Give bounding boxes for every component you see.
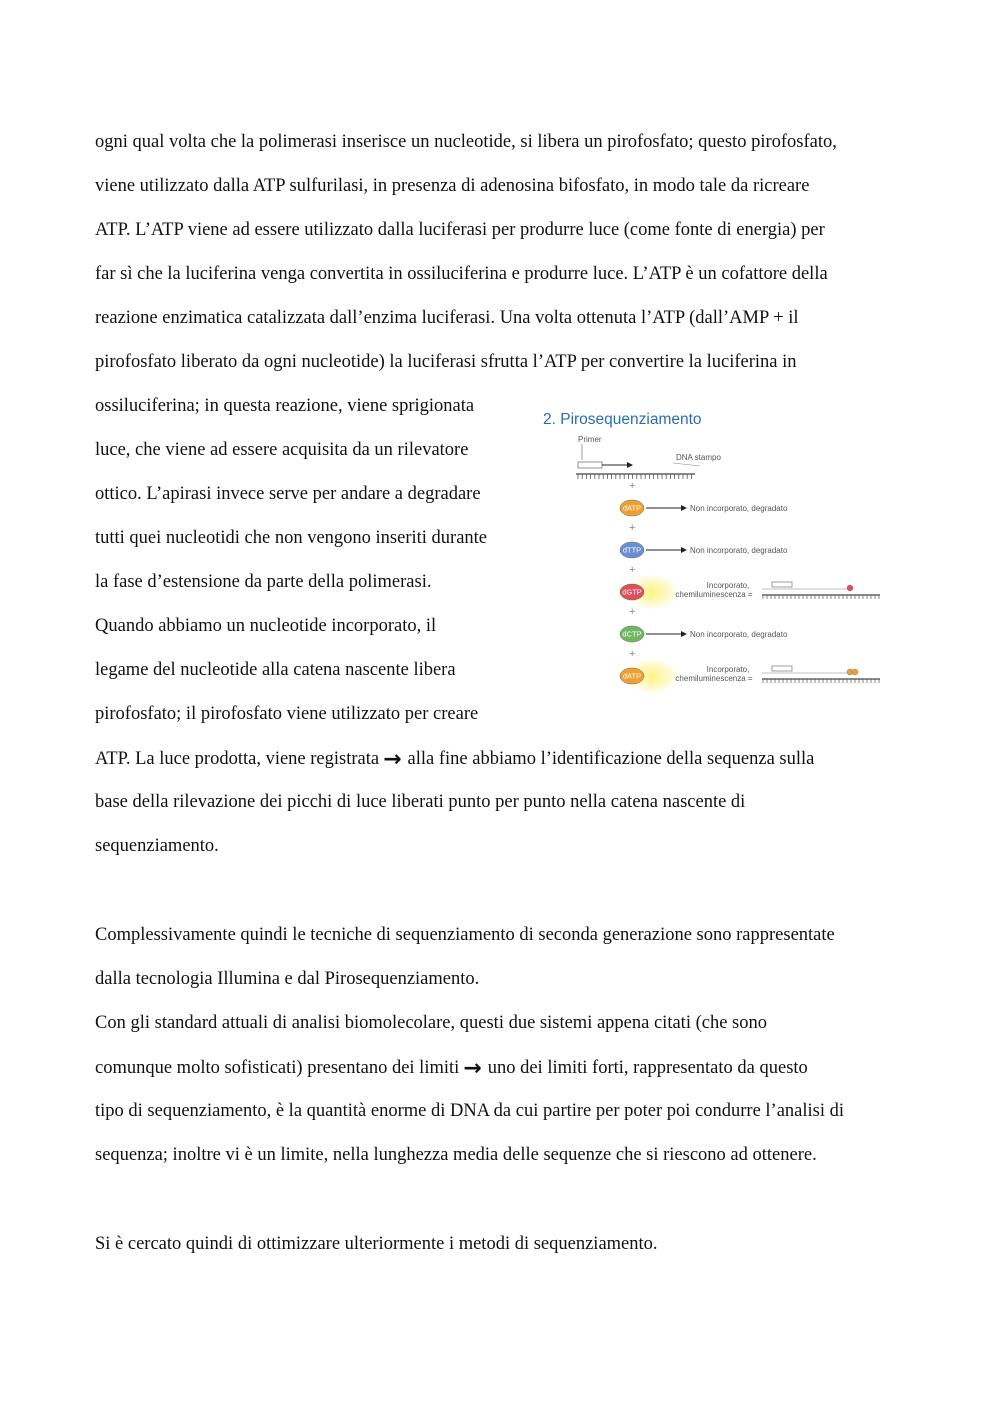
text-line: Quando abbiamo un nucleotide incorporato, il <box>95 616 437 636</box>
step-result: chemiluminescenza = <box>675 674 753 683</box>
plus-sign: + <box>629 606 636 618</box>
pyrosequencing-figure <box>540 404 900 704</box>
arrow-right-icon: → <box>463 1056 482 1081</box>
text-segment: alla fine abbiamo l’identificazione della sequenza sulla <box>407 749 815 769</box>
nucleotide-label: dATP <box>622 671 642 681</box>
step-result: Incorporato, <box>706 581 750 590</box>
text-segment: uno dei limiti forti, rappresentato da questo <box>487 1058 808 1078</box>
primer-box <box>772 666 792 671</box>
text-line: Si è cercato quindi di ottimizzare ulteriormente i metodi di sequenziamento. <box>95 1234 658 1254</box>
text-line: tutti quei nucleotidi che non vengono inseriti durante <box>95 528 488 548</box>
text-line: ottico. L’apirasi invece serve per andare a degradare <box>95 484 481 504</box>
text-line: far sì che la luciferina venga convertita in ossiluciferina e produrre luce. L’ATP è un cofattore della <box>95 264 828 284</box>
text-line: Complessivamente quindi le tecniche di sequenziamento di seconda generazione sono rappresentate <box>95 925 835 945</box>
step-result: Incorporato, <box>706 665 750 674</box>
nucleotide-label: dATP <box>622 503 642 513</box>
text-line: dalla tecnologia Illumina e dal Pirosequenziamento. <box>95 969 480 989</box>
text-line <box>95 1058 808 1080</box>
plus-sign: + <box>629 648 636 660</box>
incorporated-nucleotide <box>852 669 858 675</box>
figure-title: 2. Pirosequenziamento <box>543 411 702 428</box>
text-line: pirofosfato liberato da ogni nucleotide) la luciferasi sfrutta l’ATP per convertire la luciferina in <box>95 352 797 372</box>
text-line: sequenza; inoltre vi è un limite, nella lunghezza media delle sequenze che si riescono ad ottenere. <box>95 1145 817 1165</box>
primer-box <box>772 582 792 587</box>
plus-sign: + <box>629 522 636 534</box>
text-line: sequenziamento. <box>95 836 219 856</box>
step-result: Non incorporato, degradato <box>690 546 788 555</box>
text-line: viene utilizzato dalla ATP sulfurilasi, in presenza di adenosina bifosfato, in modo tale da ricreare <box>95 176 810 196</box>
primer-label: Primer <box>578 435 602 444</box>
plus-sign: + <box>629 480 636 492</box>
text-line: pirofosfato; il pirofosfato viene utilizzato per creare <box>95 704 479 724</box>
text-line: reazione enzimatica catalizzata dall’enzima luciferasi. Una volta ottenuta l’ATP (dall’AMP + il <box>95 308 799 328</box>
template-label: DNA stampo <box>676 453 721 462</box>
text-line: ogni qual volta che la polimerasi inserisce un nucleotide, si libera un pirofosfato; questo pirofosfato, <box>95 132 837 152</box>
step-result: chemiluminescenza = <box>675 590 753 599</box>
text-line: Con gli standard attuali di analisi biomolecolare, questi due sistemi appena citati (che sono <box>95 1013 767 1033</box>
text-line: ossiluciferina; in questa reazione, viene sprigionata <box>95 396 475 416</box>
incorporated-nucleotide <box>847 585 853 591</box>
nucleotide-label: dCTP <box>622 629 642 639</box>
arrow-right-icon: → <box>383 747 402 772</box>
text-line: la fase d’estensione da parte della polimerasi. <box>95 572 432 592</box>
text-segment: comunque molto sofisticati) presentano dei limiti <box>95 1058 460 1078</box>
text-line: ATP. L’ATP viene ad essere utilizzato dalla luciferasi per produrre luce (come fonte di energia) per <box>95 220 825 240</box>
text-line: luce, che viene ad essere acquisita da un rilevatore <box>95 440 469 460</box>
plus-sign: + <box>629 564 636 576</box>
step-result: Non incorporato, degradato <box>690 630 788 639</box>
text-segment: ATP. La luce prodotta, viene registrata <box>95 749 380 769</box>
text-line: base della rilevazione dei picchi di luce liberati punto per punto nella catena nascente di <box>95 792 746 812</box>
step-result: Non incorporato, degradato <box>690 504 788 513</box>
nucleotide-label: dGTP <box>622 587 642 597</box>
text-line: legame del nucleotide alla catena nascente libera <box>95 660 456 680</box>
text-line: tipo di sequenziamento, è la quantità enorme di DNA da cui partire per poter poi condurre l’analisi di <box>95 1101 845 1121</box>
text-line <box>95 749 814 771</box>
nucleotide-label: dTTP <box>622 545 642 555</box>
